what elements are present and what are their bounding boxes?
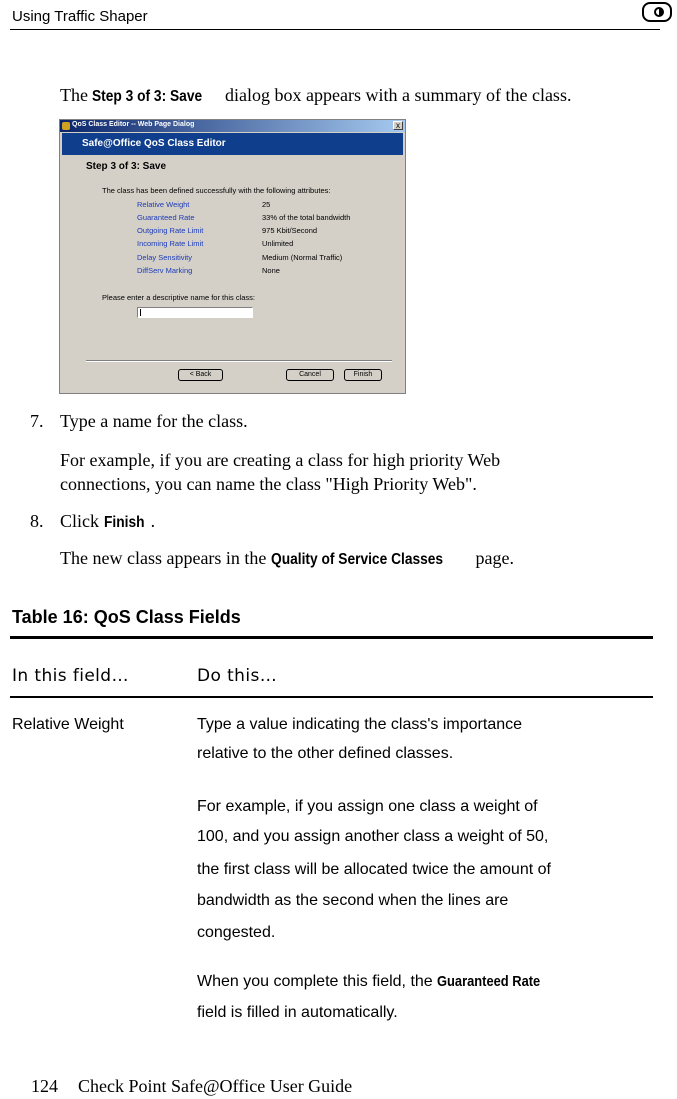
step-8-number: 8. (30, 511, 44, 531)
attribute-name[interactable]: Outgoing Rate Limit (137, 226, 204, 235)
intro-dialog-name: Step 3 of 3: Save (92, 88, 203, 105)
dialog-step-title: Step 3 of 3: Save (86, 161, 167, 172)
page-footer (31, 1076, 352, 1097)
guaranteed-rate-reference: Guaranteed Rate (437, 973, 541, 990)
attribute-value: 33% of the total bandwidth (262, 213, 351, 222)
step-8-prefix: Click (60, 511, 104, 531)
attribute-name[interactable]: Relative Weight (137, 200, 190, 209)
description-line: Type a value indicating the class's importance (197, 716, 523, 733)
attribute-name[interactable]: DiffServ Marking (137, 266, 193, 275)
attribute-row (137, 226, 317, 235)
table-title: Table 16: QoS Class Fields (12, 607, 241, 627)
dialog-summary-intro: The class has been defined successfully with the following attributes: (102, 186, 331, 195)
step-7-detail-line: connections, you can name the class "High Priority Web". (60, 474, 477, 494)
dialog-titlebar (60, 120, 405, 132)
attribute-row (137, 266, 280, 275)
description-line: relative to the other defined classes. (197, 745, 454, 762)
attribute-name[interactable]: Delay Sensitivity (137, 253, 193, 262)
attribute-row (137, 253, 342, 262)
attribute-name[interactable]: Incoming Rate Limit (137, 239, 204, 248)
qos-class-editor-dialog (59, 119, 406, 394)
example-line: For example, if you assign one class a weight of (197, 798, 538, 815)
header-divider (10, 29, 660, 30)
example-line: congested. (197, 924, 276, 941)
field-name-relative-weight: Relative Weight (12, 716, 124, 733)
step-7-detail-line: For example, if you are creating a class for high priority Web (60, 450, 501, 470)
running-header-title: Using Traffic Shaper (12, 8, 148, 25)
intro-prefix: The (60, 85, 93, 105)
attribute-row (137, 200, 270, 209)
dialog-banner-title: Safe@Office QoS Class Editor (82, 138, 226, 149)
table-header-rule (10, 696, 653, 698)
note-line (197, 968, 557, 995)
note-line: field is filled in automatically. (197, 1004, 398, 1021)
browser-icon (62, 122, 70, 130)
note-prefix: When you complete this field, the (197, 973, 438, 990)
example-line: 100, and you assign another class a weight of 50, (197, 828, 549, 845)
intro-paragraph (60, 83, 571, 109)
attribute-row (137, 239, 293, 248)
attribute-value: 975 Kbit/Second (262, 226, 318, 235)
attribute-value: 25 (262, 200, 271, 209)
attribute-value: None (262, 266, 280, 275)
qos-classes-page-reference: Quality of Service Classes (270, 551, 444, 568)
step-7-number: 7. (30, 411, 44, 431)
step-7-text: Type a name for the class. (60, 411, 248, 431)
step-8-text (60, 509, 155, 535)
back-button[interactable]: < Back (178, 369, 223, 381)
finish-reference: Finish (103, 514, 145, 531)
cancel-button[interactable]: Cancel (286, 369, 334, 381)
step-8-detail (60, 546, 514, 572)
column-header-field: In this field… (12, 666, 129, 686)
dialog-window-title: QoS Class Editor -- Web Page Dialog (72, 121, 195, 128)
example-line: the first class will be allocated twice the amount of (197, 861, 551, 878)
page-number: 124 (31, 1076, 58, 1096)
attribute-value: Unlimited (262, 239, 294, 248)
step-8-detail-suffix: page. (471, 548, 515, 568)
example-line: bandwidth as the second when the lines are (197, 892, 509, 909)
info-panel-icon (642, 2, 672, 22)
class-name-prompt: Please enter a descriptive name for this class: (102, 293, 255, 302)
attribute-name[interactable]: Guaranteed Rate (137, 213, 195, 222)
attribute-value: Medium (Normal Traffic) (262, 253, 343, 262)
attribute-row (137, 213, 350, 222)
finish-button[interactable]: Finish (344, 369, 382, 381)
column-header-action: Do this… (197, 666, 278, 686)
intro-suffix: dialog box appears with a summary of the class. (220, 85, 572, 105)
step-8-suffix: . (150, 511, 156, 531)
close-icon[interactable]: x (393, 121, 403, 130)
step-8-detail-prefix: The new class appears in the (60, 548, 271, 568)
dialog-banner (62, 133, 403, 155)
table-top-rule (10, 636, 653, 639)
class-name-input[interactable] (137, 307, 253, 318)
book-title: Check Point Safe@Office User Guide (78, 1076, 353, 1096)
dialog-separator (86, 360, 392, 362)
